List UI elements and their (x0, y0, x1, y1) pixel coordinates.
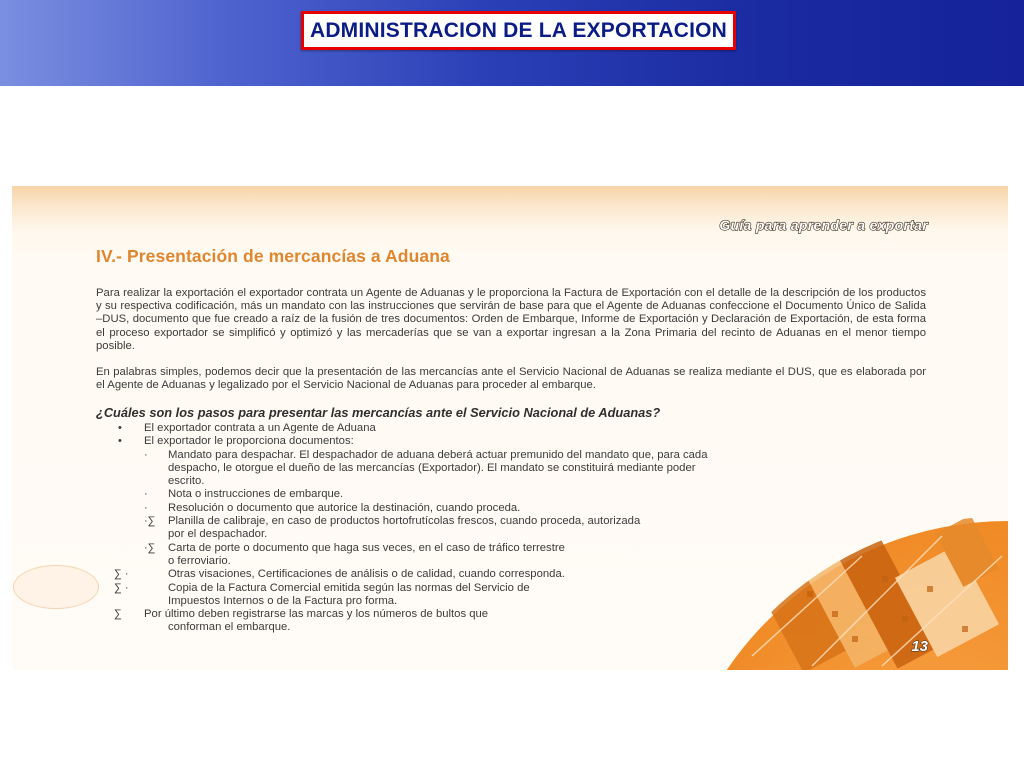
list-item (112, 568, 708, 581)
list-item-text: Carta de porte o documento que haga sus veces, en el caso de tráfico terrestre (168, 541, 565, 554)
list-item (112, 582, 708, 609)
list-item-text: conforman el embarque. (168, 621, 291, 634)
bullet-marker: • (118, 435, 122, 448)
list-item-text: Mandato para despachar. El despachador de aduana deberá actuar premunido del mandato que, para cada (168, 448, 708, 461)
decorative-circle (13, 565, 99, 609)
bullet-marker: · (144, 488, 148, 501)
section-title: IV.- Presentación de mercancías a Aduana (96, 246, 450, 266)
paragraph-2: En palabras simples, podemos decir que la presentación de las mercancías ante el Servicio Nacional de Aduanas se realiza mediante el DUS, que es elaborada por el Agente de Aduanas y legalizado por el Servicio Nacional de Aduanas para proceder al embarque. (96, 366, 926, 392)
list-item (112, 608, 708, 635)
list-item (112, 502, 708, 515)
list-item-text: Copia de la Factura Comercial emitida según las normas del Servicio de (168, 581, 530, 594)
list-item-text: Planilla de calibraje, en caso de productos hortofrutícolas frescos, cuando proceda, autorizada (168, 515, 641, 528)
list-item-text: El exportador contrata a un Agente de Aduana (144, 422, 376, 434)
list-item-text: Nota o instrucciones de embarque. (168, 488, 344, 501)
list-item-text: El exportador le proporciona documentos: (144, 435, 354, 448)
list-item-text: Otras visaciones, Certificaciones de análisis o de calidad, cuando corresponda. (168, 568, 565, 581)
list-item-text: Impuestos Internos o de la Factura pro forma. (168, 594, 398, 607)
steps-question: ¿Cuáles son los pasos para presentar las mercancías ante el Servicio Nacional de Aduanas? (96, 405, 661, 420)
bullet-marker: • (118, 422, 122, 434)
list-item (112, 422, 708, 435)
list-item (112, 449, 708, 489)
bullet-marker: ·∑ (144, 515, 156, 528)
list-item-text: Por último deben registrarse las marcas y los números de bultos que (144, 608, 489, 621)
slide-title: ADMINISTRACION DE LA EXPORTACION (304, 14, 733, 47)
list-item (112, 435, 708, 448)
bullet-marker: ∑ (114, 608, 122, 621)
list-item (112, 488, 708, 501)
list-item-text: despacho, le otorgue el dueño de las mercancías (Exportador). El mandato se constituirá mediante poder (168, 461, 696, 474)
bullet-marker: · (144, 448, 148, 461)
slide-title-box (301, 11, 736, 50)
list-item-text: escrito. (168, 475, 205, 488)
port-aerial-photo (712, 516, 1008, 670)
list-item-text: Resolución o documento que autorice la destinación, cuando proceda. (168, 501, 521, 514)
guide-header-label: Guía para aprender a exportar (719, 217, 928, 233)
paragraph-1: Para realizar la exportación el exportador contrata un Agente de Aduanas y le proporciona la Factura de Exportación con el detalle de la descripción de los productos y su respectiva codificación, más un mandato con las instrucciones que servirán de base para que el Agente de Aduanas confeccione el Documento Único de Salida –DUS, documento que fue creado a raíz de la fusión de tres documentos: Orden de Embarque, Informe de Exportación y Declaración de Exportación, de esta forma el proceso exportador se simplificó y optimizó y las mercaderías que se van a exportar ingresan a la Zona Primaria del recinto de Aduanas en el menor tiempo posible. (96, 287, 926, 352)
bullet-marker: ∑ · (114, 581, 129, 594)
list-item (112, 542, 708, 569)
bullet-marker: ∑ · (114, 568, 129, 581)
page-number: 13 (911, 638, 928, 655)
scanned-document-page (12, 186, 1008, 670)
list-item (112, 515, 708, 542)
list-item-text: por el despachador. (168, 528, 268, 541)
bullet-marker: · (144, 501, 148, 514)
steps-list (112, 422, 708, 635)
list-item-text: o ferroviario. (168, 554, 231, 567)
bullet-marker: ·∑ (144, 541, 156, 554)
